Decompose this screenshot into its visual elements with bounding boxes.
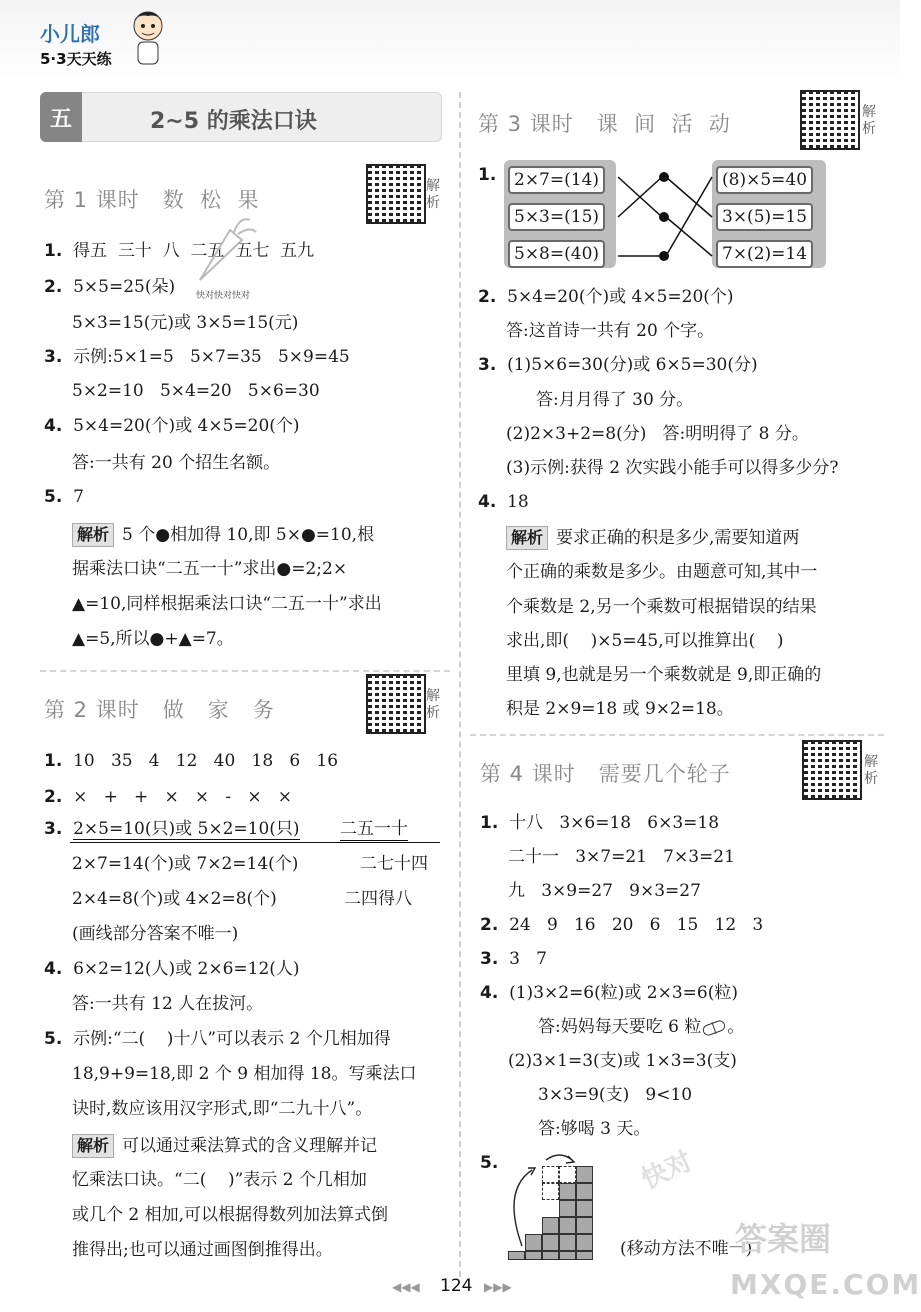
unit-title: 2~5 的乘法口诀 (150, 109, 317, 134)
answer-line: 2. 5×4=20(个)或 4×5=20(个) (478, 287, 734, 307)
answer-line: 答:妈妈每天要吃 6 粒 。 (538, 1017, 745, 1037)
unit-number: 五 (40, 92, 82, 142)
explanation-line: 推得出;也可以通过画图倒推得出。 (72, 1240, 333, 1260)
explanation-line: ▲=5,所以●+▲=7。 (72, 629, 234, 649)
lesson-2-title: 第 2 课时 做 家 务 (44, 698, 275, 722)
answer-line: 5. 7 (44, 487, 84, 507)
answer-line: 二七十四 (360, 854, 428, 874)
answer-line: 4. (1)3×2=6(粒)或 2×3=6(粒) (480, 983, 738, 1003)
prev-arrows-icon: ◀◀◀ (392, 1280, 420, 1294)
answer-line: (3)示例:获得 2 次实践小能手可以得多少分? (506, 458, 839, 478)
answer-line: 3. 3 7 (480, 949, 547, 969)
explanation-line: 里填 9,也就是另一个乘数就是 9,即正确的 (506, 665, 822, 685)
matching-lines (612, 160, 716, 270)
lesson-3-title: 第 3 课时 课 间 活 动 (478, 112, 731, 136)
qr-code-icon[interactable] (802, 740, 862, 800)
qr-code-icon[interactable] (800, 90, 860, 150)
answer-line: 二十一 3×7=21 7×3=21 (508, 847, 735, 867)
pill-icon (701, 1020, 727, 1036)
series-name: 5·3天天练 (40, 50, 112, 68)
equation-box: 5×8=(40) (508, 240, 605, 268)
answer-line: 3×3=9(支) 9<10 (538, 1085, 693, 1105)
answer-line: 3. 2×5=10(只)或 5×2=10(只) (44, 819, 300, 839)
column-divider (459, 92, 461, 1277)
explanation-line: 个乘数是 2,另一个乘数可根据错误的结果 (506, 597, 817, 617)
explanation-line: 求出,即( )×5=45,可以推算出( ) (506, 631, 784, 651)
explanation-line: 据乘法口诀“二五一十”求出●=2;2× (72, 559, 348, 579)
staircase-diagram (508, 1150, 608, 1260)
equation-box: 3×(5)=15 (716, 203, 813, 231)
answer-line: (移动方法不唯一) (620, 1239, 753, 1259)
answer-line: 二五一十 (340, 819, 408, 839)
answer-line: (2)3×1=3(支)或 1×3=3(支) (508, 1051, 737, 1071)
answer-line: 答:这首诗一共有 20 个字。 (506, 321, 715, 341)
answer-line: 答:月月得了 30 分。 (536, 390, 694, 410)
move-arrow-icon (508, 1150, 608, 1260)
watermark-kuaidui: 快对 (637, 1146, 697, 1196)
answer-line: 1. (478, 165, 497, 185)
qr-label: 解析 (864, 754, 878, 787)
carrot-icon (190, 210, 260, 290)
equation-box: (8)×5=40 (716, 166, 813, 194)
stamp-text: 快对快对快对 (196, 291, 251, 301)
page-number: 124 (440, 1276, 473, 1296)
watermark-site: MXQE.COM (730, 1268, 921, 1301)
explanation-line: 忆乘法口诀。“二( )”表示 2 个几相加 (72, 1170, 367, 1190)
qr-label: 解析 (426, 178, 440, 211)
answer-line: 答:够喝 3 天。 (538, 1119, 651, 1139)
answer-line: 二四得八 (344, 889, 412, 909)
qr-label: 解析 (426, 688, 440, 721)
answer-line: 2×7=14(个)或 7×2=14(个) (72, 854, 299, 874)
explanation-line: 或几个 2 相加,可以根据得数列加法算式倒 (72, 1205, 389, 1225)
brand-logo: 小儿郎 (40, 22, 100, 46)
watermark-brand: 答案圈 (735, 1220, 832, 1258)
answer-line: 3. (1)5×6=30(分)或 6×5=30(分) (478, 355, 758, 375)
answer-line: 3. 示例:5×1=5 5×7=35 5×9=45 (44, 347, 350, 367)
explanation-line: 解析 5 个●相加得 10,即 5×●=10,根 (72, 523, 374, 547)
answer-line: 1. 十八 3×6=18 6×3=18 (480, 813, 720, 833)
answer-line: 5. (480, 1153, 499, 1173)
explanation-tag: 解析 (506, 526, 548, 550)
answer-line: (画线部分答案不唯一) (72, 924, 239, 944)
underline (70, 842, 440, 843)
explanation-line: 个正确的乘数是多少。由题意可知,其中一 (506, 562, 818, 582)
answer-line: 答:一共有 12 人在拔河。 (72, 994, 264, 1014)
next-arrows-icon: ▶▶▶ (484, 1280, 512, 1294)
answer-line: 答:一共有 20 个招生名额。 (72, 453, 281, 473)
explanation-tag: 解析 (72, 1134, 114, 1158)
answer-line: 九 3×9=27 9×3=27 (508, 881, 701, 901)
equation-box: 2×7=(14) (508, 166, 605, 194)
qr-label: 解析 (862, 104, 876, 137)
lesson-1-title: 第 1 课时 数 松 果 (44, 188, 260, 212)
mascot-icon (128, 6, 168, 68)
answer-line: 1. 得五 三十 八 二五 五七 五九 (44, 241, 315, 261)
answer-line: 4. 6×2=12(人)或 2×6=12(人) (44, 959, 300, 979)
explanation-tag: 解析 (72, 523, 114, 547)
qr-code-icon[interactable] (366, 164, 426, 224)
qr-code-icon[interactable] (366, 674, 426, 734)
answer-line: 4. 18 (478, 492, 529, 512)
answer-line: 5×2=10 5×4=20 5×6=30 (72, 381, 320, 401)
explanation-line: 解析 可以通过乘法算式的含义理解并记 (72, 1134, 377, 1158)
answer-line: 2. × + + × × - × × (44, 787, 293, 807)
answer-line: 2×4=8(个)或 4×2=8(个) (72, 889, 277, 909)
answer-line: 2. 5×5=25(朵) (44, 277, 176, 297)
explanation-line: ▲=10,同样根据乘法口诀“二五一十”求出 (72, 594, 382, 614)
answer-line: 5. 示例:“二( )十八”可以表示 2 个几相加得 (44, 1029, 391, 1049)
lesson-4-title: 第 4 课时 需要几个轮子 (480, 762, 731, 786)
equation-box: 7×(2)=14 (716, 240, 813, 268)
answer-line: 5×3=15(元)或 3×5=15(元) (72, 313, 299, 333)
answer-line: 诀时,数应该用汉字形式,即“二九十八”。 (72, 1099, 373, 1119)
answer-line: 2. 24 9 16 20 6 15 12 3 (480, 915, 764, 935)
answer-line: 1. 10 35 4 12 40 18 6 16 (44, 751, 339, 771)
section-divider (40, 670, 450, 672)
equation-box: 5×3=(15) (508, 203, 605, 231)
section-divider (470, 734, 884, 736)
explanation-line: 解析 要求正确的积是多少,需要知道两 (506, 526, 799, 550)
answer-line: 18,9+9=18,即 2 个 9 相加得 18。写乘法口 (72, 1064, 417, 1084)
explanation-line: 积是 2×9=18 或 9×2=18。 (506, 699, 734, 719)
answer-line: (2)2×3+2=8(分) 答:明明得了 8 分。 (506, 424, 809, 444)
answer-line: 4. 5×4=20(个)或 4×5=20(个) (44, 416, 300, 436)
